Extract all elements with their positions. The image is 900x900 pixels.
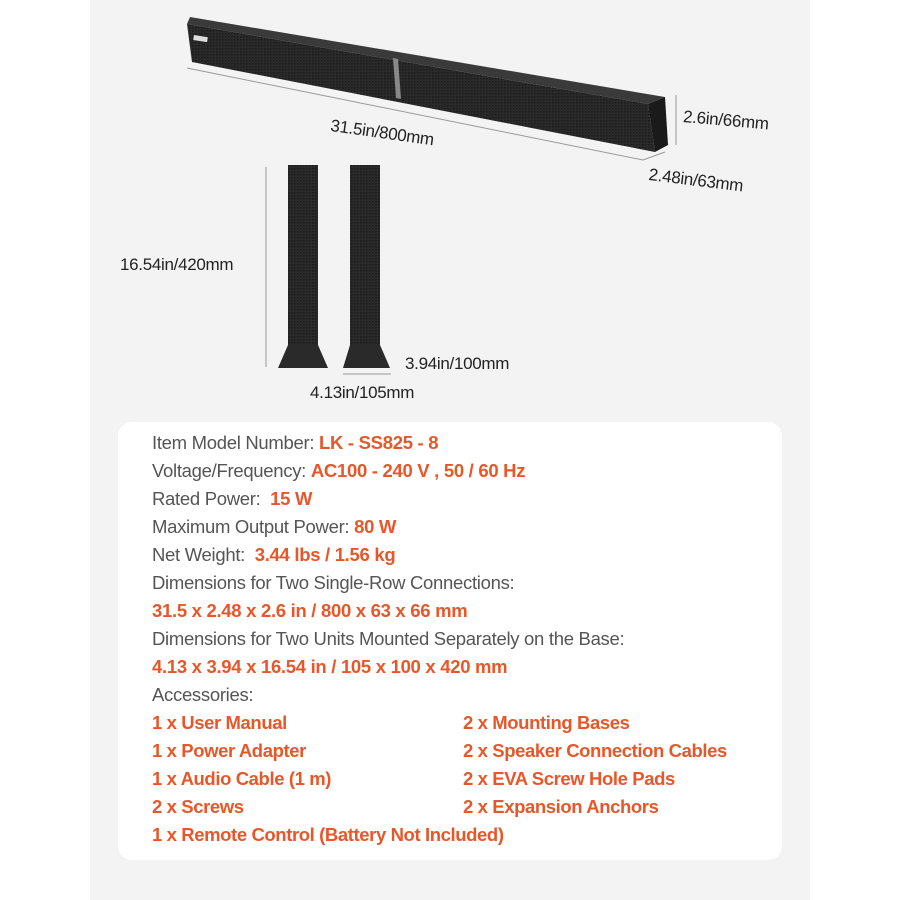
tower-speaker-left — [278, 165, 328, 368]
accessory-item: 1 x Remote Control (Battery Not Included) — [152, 824, 504, 845]
spec-max-power: Maximum Output Power: 80 W — [152, 516, 397, 537]
spec-dim-base-label: Dimensions for Two Units Mounted Separately on the Base: — [152, 628, 625, 649]
accessory-item: 2 x EVA Screw Hole Pads — [463, 768, 675, 789]
accessories-heading: Accessories: — [152, 684, 254, 705]
accessory-item: 1 x Power Adapter — [152, 740, 306, 761]
bar-height-label: 2.6in/66mm — [682, 107, 770, 134]
accessory-item: 2 x Mounting Bases — [463, 712, 630, 733]
base-width-label: 4.13in/105mm — [310, 383, 415, 402]
spec-dim-row-value: 31.5 x 2.48 x 2.6 in / 800 x 63 x 66 mm — [152, 600, 468, 621]
spec-dim-base-value: 4.13 x 3.94 x 16.54 in / 105 x 100 x 420 mm — [152, 656, 508, 677]
spec-model: Item Model Number: LK - SS825 - 8 — [152, 432, 439, 453]
accessory-item: 2 x Speaker Connection Cables — [463, 740, 727, 761]
spec-dim-row-label: Dimensions for Two Single-Row Connections: — [152, 572, 515, 593]
bar-length-label: 31.5in/800mm — [329, 116, 436, 150]
accessory-item: 2 x Screws — [152, 796, 244, 817]
base-depth-label: 3.94in/100mm — [405, 354, 510, 373]
accessory-item: 2 x Expansion Anchors — [463, 796, 659, 817]
spec-rated-power: Rated Power: 15 W — [152, 488, 313, 509]
tower-height-label: 16.54in/420mm — [120, 255, 234, 274]
accessory-item: 1 x User Manual — [152, 712, 287, 733]
bar-depth-label: 2.48in/63mm — [647, 165, 745, 196]
spec-weight: Net Weight: 3.44 lbs / 1.56 kg — [152, 544, 396, 565]
accessory-item: 1 x Audio Cable (1 m) — [152, 768, 332, 789]
spec-voltage: Voltage/Frequency: AC100 - 240 V , 50 / 60 Hz — [152, 460, 526, 481]
spec-card — [118, 422, 782, 860]
tower-speaker-right — [343, 165, 390, 368]
